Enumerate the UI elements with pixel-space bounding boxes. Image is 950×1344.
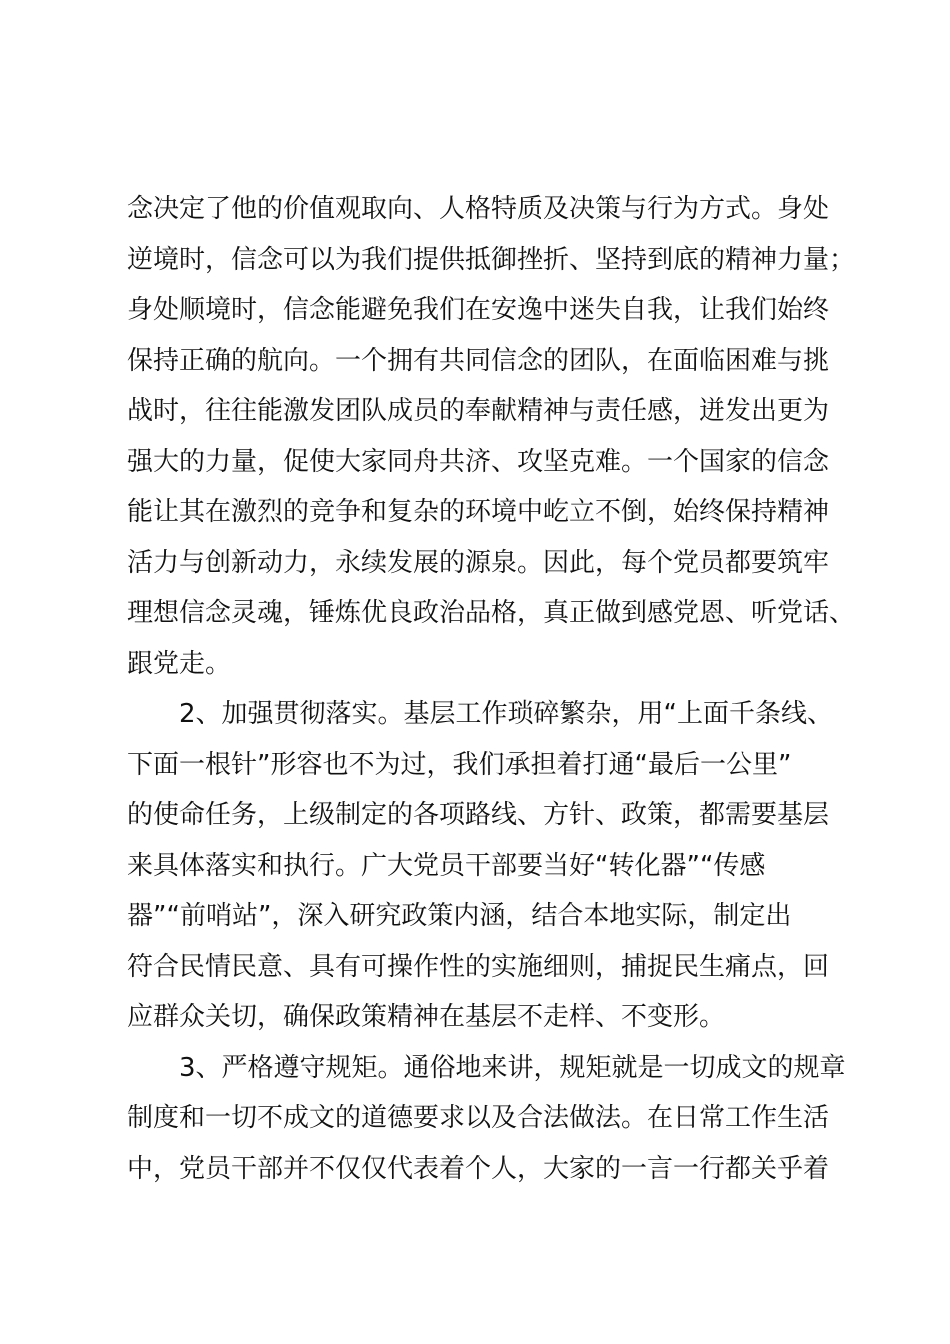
text-line: 战时，往往能激发团队成员的奉献精神与责任感，迸发出更为	[127, 396, 830, 426]
text-line: 强大的力量，促使大家同舟共济、攻坚克难。一个国家的信念	[127, 446, 830, 477]
text-line: 来具体落实和执行。广大党员干部要当好“转化器”“传感	[127, 850, 766, 881]
text-line: 活力与创新动力，永续发展的源泉。因此，每个党员都要筑牢	[127, 547, 830, 578]
text-line: 制度和一切不成文的道德要求以及合法做法。在日常工作生活	[127, 1103, 830, 1133]
text-line: 身处顺境时，信念能避免我们在安逸中迷失自我，让我们始终	[127, 295, 830, 325]
text-line: 保持正确的航向。一个拥有共同信念的团队，在面临困难与挑	[127, 345, 830, 376]
text-line: 符合民情民意、具有可操作性的实施细则，捕捉民生痛点，回	[127, 951, 830, 982]
text-line: 逆境时，信念可以为我们提供抵御挫折、坚持到底的精神力量；	[127, 244, 856, 275]
paragraph-3-heading-line: 3、严格遵守规矩。通俗地来讲，规矩就是一切成文的规章	[127, 1052, 846, 1083]
paragraph-2-heading-line: 2、加强贯彻落实。基层工作琐碎繁杂，用“上面千条线、	[127, 699, 834, 729]
text-line: 能让其在激烈的竞争和复杂的环境中屹立不倒，始终保持精神	[127, 497, 830, 527]
text-line: 跟党走。	[127, 648, 232, 679]
text-line: 下面一根针”形容也不为过，我们承担着打通“最后一公里”	[127, 749, 792, 780]
text-line: 器”“前哨站”，深入研究政策内涵，结合本地实际，制定出	[127, 901, 792, 931]
text-line: 应群众关切，确保政策精神在基层不走样、不变形。	[127, 1002, 726, 1032]
text-line: 的使命任务，上级制定的各项路线、方针、政策，都需要基层	[127, 800, 830, 830]
text-line: 理想信念灵魂，锤炼优良政治品格，真正做到感党恩、听党话、	[127, 598, 856, 628]
body-text	[127, 184, 867, 1194]
text-line: 中，党员干部并不仅仅代表着个人，大家的一言一行都关乎着	[127, 1153, 830, 1184]
text-line: 念决定了他的价值观取向、人格特质及决策与行为方式。身处	[127, 194, 830, 224]
